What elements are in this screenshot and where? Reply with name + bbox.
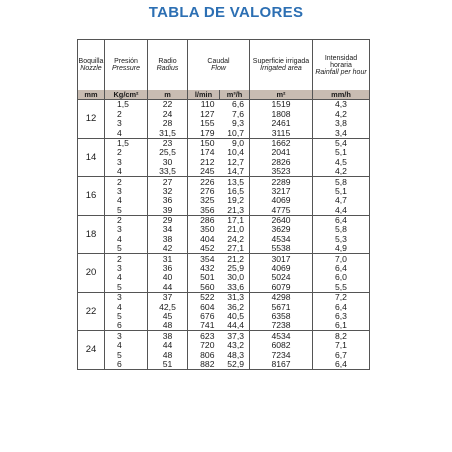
cell-rad: 30 bbox=[148, 157, 188, 166]
cell-int: 4,5 bbox=[313, 157, 370, 166]
cell-int: 5,1 bbox=[313, 187, 370, 196]
cell-lmin: 325 bbox=[188, 196, 220, 205]
cell-lmin: 676 bbox=[188, 312, 220, 321]
unit-pressure: Kg/cm² bbox=[105, 90, 148, 100]
header-flow: Caudal Flow bbox=[188, 40, 250, 91]
cell-pre: 4 bbox=[105, 302, 148, 311]
cell-rad: 48 bbox=[148, 321, 188, 331]
cell-int: 3,8 bbox=[313, 119, 370, 128]
cell-int: 8,2 bbox=[313, 331, 370, 341]
unit-radius: m bbox=[148, 90, 188, 100]
cell-lmin: 522 bbox=[188, 292, 220, 302]
cell-rad: 23 bbox=[148, 138, 188, 148]
cell-int: 6,3 bbox=[313, 312, 370, 321]
cell-sup: 2826 bbox=[250, 157, 313, 166]
cell-sup: 2640 bbox=[250, 215, 313, 225]
cell-int: 5,1 bbox=[313, 148, 370, 157]
cell-m3: 37,3 bbox=[220, 331, 250, 341]
cell-rad: 27 bbox=[148, 177, 188, 187]
cell-pre: 5 bbox=[105, 244, 148, 254]
cell-rad: 31,5 bbox=[148, 128, 188, 138]
table-row bbox=[78, 148, 370, 157]
cell-sup: 4298 bbox=[250, 292, 313, 302]
header-radius: Radio Radius bbox=[148, 40, 188, 91]
cell-rad: 37 bbox=[148, 292, 188, 302]
cell-int: 4,7 bbox=[313, 196, 370, 205]
cell-m3: 30,0 bbox=[220, 273, 250, 282]
cell-sup: 3523 bbox=[250, 167, 313, 177]
cell-rad: 42,5 bbox=[148, 302, 188, 311]
cell-lmin: 806 bbox=[188, 350, 220, 359]
cell-m3: 10,4 bbox=[220, 148, 250, 157]
cell-pre: 3 bbox=[105, 264, 148, 273]
table-row bbox=[78, 282, 370, 292]
cell-pre: 5 bbox=[105, 312, 148, 321]
cell-int: 6,0 bbox=[313, 273, 370, 282]
cell-m3: 21,2 bbox=[220, 254, 250, 264]
table-row bbox=[78, 321, 370, 331]
nozzle-cell: 20 bbox=[78, 254, 105, 293]
cell-m3: 33,6 bbox=[220, 282, 250, 292]
cell-sup: 4534 bbox=[250, 234, 313, 243]
cell-sup: 8167 bbox=[250, 360, 313, 370]
cell-rad: 38 bbox=[148, 234, 188, 243]
cell-lmin: 404 bbox=[188, 234, 220, 243]
cell-int: 7,2 bbox=[313, 292, 370, 302]
table-row bbox=[78, 100, 370, 110]
cell-rad: 22 bbox=[148, 100, 188, 110]
cell-int: 7,0 bbox=[313, 254, 370, 264]
cell-rad: 36 bbox=[148, 264, 188, 273]
cell-lmin: 127 bbox=[188, 109, 220, 118]
cell-rad: 44 bbox=[148, 341, 188, 350]
table-row bbox=[78, 341, 370, 350]
cell-m3: 24,2 bbox=[220, 234, 250, 243]
cell-pre: 2 bbox=[105, 148, 148, 157]
cell-pre: 4 bbox=[105, 341, 148, 350]
cell-lmin: 110 bbox=[188, 100, 220, 110]
cell-int: 4,2 bbox=[313, 109, 370, 118]
cell-m3: 19,2 bbox=[220, 196, 250, 205]
cell-lmin: 356 bbox=[188, 205, 220, 215]
cell-sup: 3629 bbox=[250, 225, 313, 234]
cell-int: 4,4 bbox=[313, 205, 370, 215]
cell-int: 5,8 bbox=[313, 225, 370, 234]
cell-m3: 6,6 bbox=[220, 100, 250, 110]
cell-int: 5,8 bbox=[313, 177, 370, 187]
table-row bbox=[78, 167, 370, 177]
cell-int: 6,4 bbox=[313, 215, 370, 225]
nozzle-cell: 24 bbox=[78, 331, 105, 370]
cell-m3: 44,4 bbox=[220, 321, 250, 331]
header-irrigated-area: Superficie irrigada Irrigated area bbox=[250, 40, 313, 91]
table-row bbox=[78, 119, 370, 128]
cell-rad: 51 bbox=[148, 360, 188, 370]
header-row bbox=[78, 40, 370, 91]
cell-rad: 33,5 bbox=[148, 167, 188, 177]
cell-pre: 6 bbox=[105, 360, 148, 370]
cell-m3: 36,2 bbox=[220, 302, 250, 311]
table-row bbox=[78, 292, 370, 302]
page-title: TABLA DE VALORES bbox=[148, 4, 304, 21]
cell-int: 6,1 bbox=[313, 321, 370, 331]
cell-lmin: 741 bbox=[188, 321, 220, 331]
cell-int: 6,7 bbox=[313, 350, 370, 359]
cell-m3: 40,5 bbox=[220, 312, 250, 321]
cell-m3: 27,1 bbox=[220, 244, 250, 254]
table-body bbox=[78, 100, 370, 370]
cell-sup: 2461 bbox=[250, 119, 313, 128]
cell-m3: 14,7 bbox=[220, 167, 250, 177]
nozzle-cell: 12 bbox=[78, 100, 105, 139]
cell-pre: 4 bbox=[105, 273, 148, 282]
cell-int: 7,1 bbox=[313, 341, 370, 350]
cell-rad: 48 bbox=[148, 350, 188, 359]
cell-m3: 48,3 bbox=[220, 350, 250, 359]
cell-m3: 21,3 bbox=[220, 205, 250, 215]
cell-rad: 39 bbox=[148, 205, 188, 215]
cell-lmin: 501 bbox=[188, 273, 220, 282]
cell-m3: 31,3 bbox=[220, 292, 250, 302]
cell-lmin: 174 bbox=[188, 148, 220, 157]
header-pressure: Presión Pressure bbox=[105, 40, 148, 91]
cell-int: 5,5 bbox=[313, 282, 370, 292]
nozzle-cell: 16 bbox=[78, 177, 105, 216]
nozzle-cell: 14 bbox=[78, 138, 105, 177]
cell-lmin: 150 bbox=[188, 138, 220, 148]
cell-m3: 9,0 bbox=[220, 138, 250, 148]
cell-rad: 42 bbox=[148, 244, 188, 254]
cell-lmin: 560 bbox=[188, 282, 220, 292]
cell-sup: 5024 bbox=[250, 273, 313, 282]
table-row bbox=[78, 244, 370, 254]
cell-pre: 4 bbox=[105, 234, 148, 243]
cell-sup: 1519 bbox=[250, 100, 313, 110]
cell-pre: 1,5 bbox=[105, 138, 148, 148]
cell-sup: 1808 bbox=[250, 109, 313, 118]
cell-pre: 5 bbox=[105, 205, 148, 215]
cell-sup: 3217 bbox=[250, 187, 313, 196]
cell-m3: 16,5 bbox=[220, 187, 250, 196]
cell-pre: 2 bbox=[105, 109, 148, 118]
cell-lmin: 350 bbox=[188, 225, 220, 234]
cell-int: 4,3 bbox=[313, 100, 370, 110]
cell-int: 6,4 bbox=[313, 264, 370, 273]
cell-lmin: 212 bbox=[188, 157, 220, 166]
cell-m3: 9,3 bbox=[220, 119, 250, 128]
cell-rad: 36 bbox=[148, 196, 188, 205]
cell-pre: 6 bbox=[105, 321, 148, 331]
cell-pre: 1,5 bbox=[105, 100, 148, 110]
units-row bbox=[78, 90, 370, 100]
cell-sup: 3115 bbox=[250, 128, 313, 138]
nozzle-cell: 22 bbox=[78, 292, 105, 331]
cell-rad: 44 bbox=[148, 282, 188, 292]
cell-rad: 25,5 bbox=[148, 148, 188, 157]
cell-lmin: 432 bbox=[188, 264, 220, 273]
cell-pre: 3 bbox=[105, 187, 148, 196]
unit-m2: m² bbox=[250, 90, 313, 100]
unit-mmh: mm/h bbox=[313, 90, 370, 100]
table-row bbox=[78, 196, 370, 205]
cell-rad: 32 bbox=[148, 187, 188, 196]
table-row bbox=[78, 360, 370, 370]
cell-lmin: 155 bbox=[188, 119, 220, 128]
cell-sup: 2289 bbox=[250, 177, 313, 187]
cell-pre: 2 bbox=[105, 177, 148, 187]
unit-m3h: m³/h bbox=[220, 90, 250, 100]
header-rainfall: Intensidad horaria Rainfall per hour bbox=[313, 40, 370, 91]
cell-m3: 25,9 bbox=[220, 264, 250, 273]
cell-pre: 3 bbox=[105, 157, 148, 166]
nozzle-cell: 18 bbox=[78, 215, 105, 254]
cell-int: 5,4 bbox=[313, 138, 370, 148]
cell-int: 5,3 bbox=[313, 234, 370, 243]
cell-pre: 4 bbox=[105, 167, 148, 177]
cell-rad: 38 bbox=[148, 331, 188, 341]
cell-m3: 43,2 bbox=[220, 341, 250, 350]
table-row bbox=[78, 273, 370, 282]
cell-m3: 12,7 bbox=[220, 157, 250, 166]
header-nozzle: Boquilla Nozzle bbox=[78, 40, 105, 91]
cell-int: 6,4 bbox=[313, 360, 370, 370]
cell-lmin: 452 bbox=[188, 244, 220, 254]
cell-rad: 28 bbox=[148, 119, 188, 128]
table-row bbox=[78, 128, 370, 138]
cell-lmin: 286 bbox=[188, 215, 220, 225]
cell-m3: 13,5 bbox=[220, 177, 250, 187]
cell-sup: 5538 bbox=[250, 244, 313, 254]
cell-int: 3,4 bbox=[313, 128, 370, 138]
cell-rad: 24 bbox=[148, 109, 188, 118]
cell-pre: 5 bbox=[105, 350, 148, 359]
values-table bbox=[77, 39, 370, 370]
table-row bbox=[78, 205, 370, 215]
unit-mm: mm bbox=[78, 90, 105, 100]
cell-sup: 2041 bbox=[250, 148, 313, 157]
cell-sup: 6079 bbox=[250, 282, 313, 292]
cell-pre: 2 bbox=[105, 254, 148, 264]
cell-pre: 3 bbox=[105, 292, 148, 302]
cell-sup: 3017 bbox=[250, 254, 313, 264]
cell-lmin: 720 bbox=[188, 341, 220, 350]
cell-lmin: 276 bbox=[188, 187, 220, 196]
cell-int: 6,4 bbox=[313, 302, 370, 311]
cell-int: 4,2 bbox=[313, 167, 370, 177]
cell-sup: 1662 bbox=[250, 138, 313, 148]
cell-sup: 4775 bbox=[250, 205, 313, 215]
cell-lmin: 179 bbox=[188, 128, 220, 138]
cell-m3: 10,7 bbox=[220, 128, 250, 138]
cell-sup: 6358 bbox=[250, 312, 313, 321]
cell-sup: 4534 bbox=[250, 331, 313, 341]
cell-rad: 34 bbox=[148, 225, 188, 234]
cell-pre: 2 bbox=[105, 215, 148, 225]
cell-pre: 3 bbox=[105, 225, 148, 234]
cell-pre: 3 bbox=[105, 331, 148, 341]
unit-lmin: l/min bbox=[188, 90, 220, 100]
cell-lmin: 604 bbox=[188, 302, 220, 311]
cell-sup: 7238 bbox=[250, 321, 313, 331]
cell-sup: 5671 bbox=[250, 302, 313, 311]
cell-m3: 21,0 bbox=[220, 225, 250, 234]
cell-m3: 7,6 bbox=[220, 109, 250, 118]
cell-pre: 3 bbox=[105, 119, 148, 128]
cell-rad: 31 bbox=[148, 254, 188, 264]
cell-rad: 29 bbox=[148, 215, 188, 225]
cell-m3: 17,1 bbox=[220, 215, 250, 225]
cell-sup: 6082 bbox=[250, 341, 313, 350]
cell-lmin: 623 bbox=[188, 331, 220, 341]
cell-int: 4,9 bbox=[313, 244, 370, 254]
cell-sup: 7234 bbox=[250, 350, 313, 359]
cell-rad: 45 bbox=[148, 312, 188, 321]
cell-lmin: 882 bbox=[188, 360, 220, 370]
cell-pre: 4 bbox=[105, 128, 148, 138]
cell-lmin: 354 bbox=[188, 254, 220, 264]
cell-lmin: 245 bbox=[188, 167, 220, 177]
cell-sup: 4069 bbox=[250, 264, 313, 273]
cell-rad: 40 bbox=[148, 273, 188, 282]
cell-pre: 4 bbox=[105, 196, 148, 205]
cell-pre: 5 bbox=[105, 282, 148, 292]
cell-sup: 4069 bbox=[250, 196, 313, 205]
cell-m3: 52,9 bbox=[220, 360, 250, 370]
cell-lmin: 226 bbox=[188, 177, 220, 187]
